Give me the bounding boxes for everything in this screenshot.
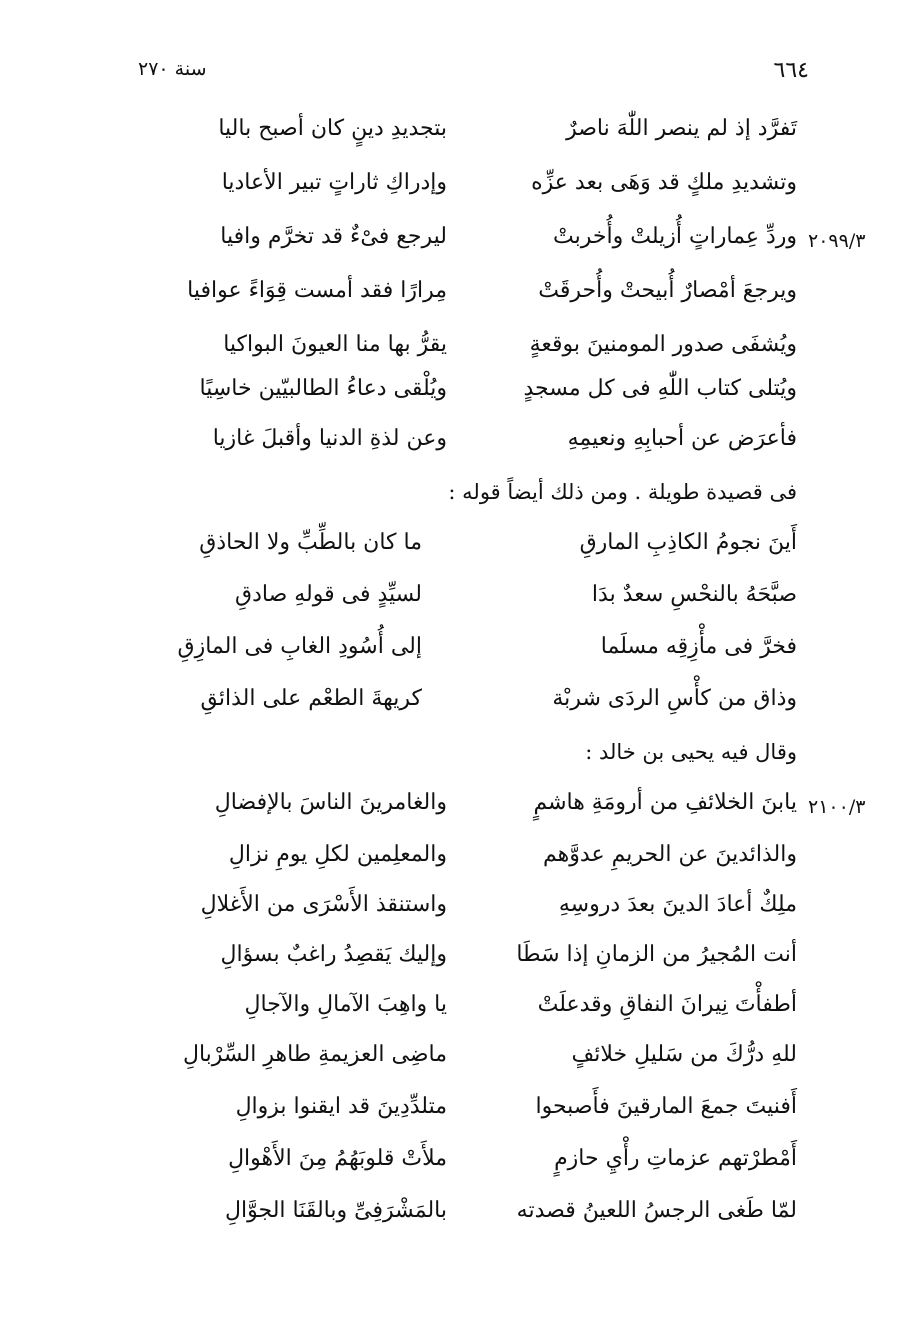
verse-hemistich-right: أطفأْتَ نِيرانَ النفاقِ وقدعلَتْ	[537, 992, 797, 1017]
verse-hemistich-right: تَفرَّد إذ لم ينصر اللّٰهَ ناصرٌ	[566, 116, 797, 141]
verse-hemistich-right: وتشديدِ ملكٍ قد وَهَى بعد عزِّه	[531, 170, 797, 195]
verse-hemistich-right: لمّا طَغى الرجسُ اللعينُ قصدته	[516, 1198, 797, 1223]
verse-reference-number: ٢٠٩٩/٣	[808, 230, 866, 252]
verse-reference-number: ٢١٠٠/٣	[808, 796, 866, 818]
verse-hemistich-left: والغامرينَ الناسَ بالإفضالِ	[214, 790, 447, 815]
verse-hemistich-right: أَفنيتَ جمعَ المارقينَ فأَصبحوا	[535, 1094, 797, 1119]
verse-hemistich-right: ملِكٌ أعادَ الدينَ بعدَ دروسِهِ	[558, 892, 797, 917]
verse-hemistich-right: صبَّحَهُ بالنحْسِ سعدٌ بدَا	[591, 582, 797, 607]
verse-hemistich-left: ليرجع فىْءٌ قد تخرَّم وافيا	[220, 224, 447, 249]
verse-hemistich-left: متلدِّدِينَ قد ايقنوا بزوالِ	[235, 1094, 447, 1119]
verse-hemistich-left: ملأَتْ قلوبَهُمُ مِنَ الأَهْوالِ	[228, 1146, 447, 1171]
verse-hemistich-left: والمعلِمين لكلِ يومِ نزالِ	[228, 842, 447, 867]
verse-hemistich-right: للهِ درُّكَ من سَليلِ خلائفٍ	[571, 1042, 797, 1067]
verse-hemistich-left: بالمَشْرَفِىِّ وبالقَنَا الجوَّالِ	[225, 1198, 447, 1223]
verse-hemistich-left: يا واهِبَ الآمالِ والآجالِ	[244, 992, 447, 1017]
prose-line: وقال فيه يحيى بن خالد :	[585, 740, 797, 764]
verse-hemistich-right: فخرَّ فى مأْزِقِه مسلَما	[600, 634, 797, 659]
verse-hemistich-left: ماضِى العزيمةِ طاهرِ السِّرْبالِ	[182, 1042, 447, 1067]
verse-hemistich-left: إلى أُسُودِ الغابِ فى المازِقِ	[177, 634, 422, 659]
verse-hemistich-right: أنت المُجيرُ من الزمانِ إذا سَطَا	[516, 942, 797, 967]
verse-hemistich-right: ويرجعَ أمْصارٌ أُبيحتْ وأُحرقَتْ	[538, 278, 797, 303]
verse-hemistich-left: بتجديدِ دينٍ كان أصبح باليا	[218, 116, 447, 141]
verse-hemistich-right: والذائدينَ عن الحريمِ عدوَّهم	[543, 842, 797, 867]
verse-hemistich-right: وذاق من كأْسِ الردَى شربْة	[552, 686, 797, 711]
verse-hemistich-left: وعن لذةِ الدنيا وأقبلَ غازيا	[212, 426, 447, 451]
verse-hemistich-right: وردِّ عِماراتٍ أُزيلتْ وأُخربتْ	[553, 224, 797, 249]
verse-hemistich-left: ويُلْقى دعاءُ الطالبيّين خاسِيًا	[199, 376, 447, 401]
verse-hemistich-left: واستنقذ الأَسْرَى من الأَغلالِ	[200, 892, 447, 917]
verse-hemistich-left: وإليك يَقصِدُ راغبٌ بسؤالِ	[220, 942, 447, 967]
verse-hemistich-left: مِرارًا فقد أمست قِوَاءً عوافيا	[187, 278, 447, 303]
verse-hemistich-right: يابنَ الخلائفِ من أرومَةِ هاشمٍ	[533, 790, 797, 815]
page-number: ٦٦٤	[773, 58, 809, 83]
verse-hemistich-left: يقرُّ بها منا العيونَ البواكيا	[223, 332, 447, 357]
verse-hemistich-right: أَمْطرْتهم عزماتِ رأْيِ حازمٍ	[554, 1146, 797, 1171]
verse-hemistich-left: كريهةَ الطعْم على الذائقِ	[200, 686, 422, 711]
running-year: سنة ٢٧٠	[138, 58, 207, 80]
prose-line: فى قصيدة طويلة . ومن ذلك أيضاً قوله :	[448, 480, 797, 504]
verse-hemistich-right: فأعرَض عن أحبابِهِ ونعيمِهِ	[567, 426, 797, 451]
verse-hemistich-right: ويُتلى كتاب اللّٰهِ فى كل مسجدٍ	[523, 376, 797, 401]
verse-hemistich-left: ما كان بالطِّبِّ ولا الحاذقِ	[199, 530, 422, 555]
verse-hemistich-right: أَينَ نجومُ الكاذِبِ المارقِ	[579, 530, 797, 555]
verse-hemistich-left: لسيِّدٍ فى قولهِ صادقِ	[235, 582, 422, 607]
verse-hemistich-right: ويُشفَى صدور المومنينَ بوقعةٍ	[529, 332, 797, 357]
verse-hemistich-left: وإدراكِ ثاراتٍ تبير الأعاديا	[221, 170, 447, 195]
